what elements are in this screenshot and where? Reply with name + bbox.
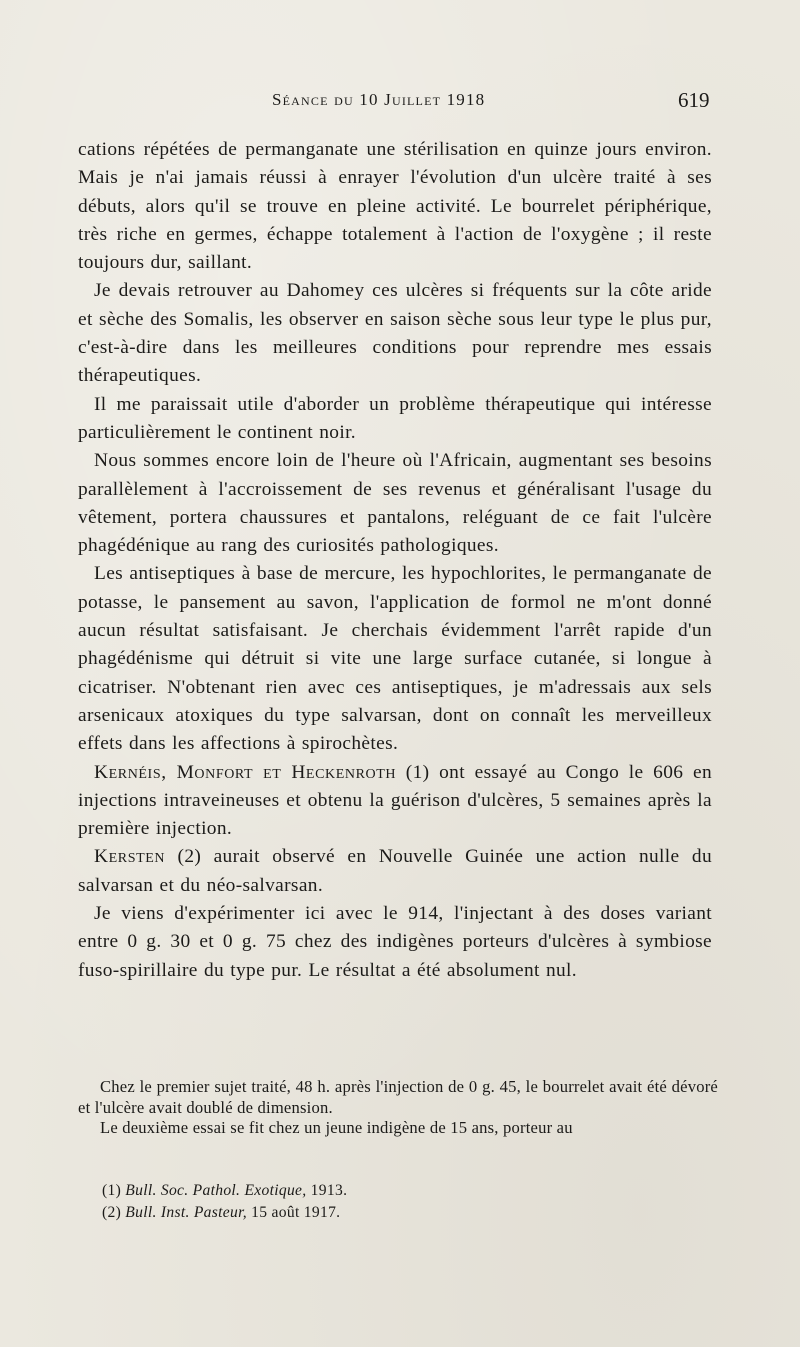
footnote-1 (102, 1180, 662, 1202)
note-first-subject: Chez le premier sujet traité, 48 h. après l'injection de 0 g. 45, le bourrelet avait été dévoré et l'ulcère avait doublé de dimension. (78, 1077, 718, 1117)
footnotes (102, 1180, 662, 1224)
page-number: 619 (678, 88, 710, 112)
paragraph-congo-606-text: (1) ont essayé au Congo le 606 en injections intraveineuses et obtenu la guérison d'ulcères, 5 semaines après la première injection. (78, 761, 712, 840)
main-text (78, 136, 712, 985)
case-notes (78, 1077, 718, 1139)
paragraph-914: Je viens d'expérimenter ici avec le 914, l'injectant à des doses variant entre 0 g. 30 et 0 g. 75 chez des indigènes porteurs d'ulcères à symbiose fuso-spirillaire du type pur. Le résultat a été absolument nul. (78, 903, 712, 981)
author-kersten: Kersten (94, 846, 166, 868)
footnote-2-date: 15 août 1917. (246, 1204, 341, 1221)
paragraph-congo-606 (78, 759, 712, 844)
footnote-1-number: (1) (102, 1182, 126, 1199)
page-header (0, 86, 800, 116)
paragraph-antiseptics: Les antiseptiques à base de mercure, les hypochlorites, le permanganate de potasse, le pansement au savon, l'application de formol ne m'ont donné aucun résultat satisfaisant. Je cherchais évidemment l'arrêt rapide d'un phagédénisme qui détruit si vite une large surface cutanée, si longue à cicatriser. N'obtenant rien avec ces antiseptiques, je m'adressais aux sels arsenicaux atoxiques du type salvarsan, dont on connaît les merveilleux effets dans les affections à spirochètes. (78, 563, 712, 755)
paragraph-continuation: cations répétées de permanganate une stérilisation en quinze jours environ. Mais je n'ai jamais réussi à enrayer l'évolution d'un ulcère traité à ses débuts, alors qu'il se trouve en pleine activité. Le bourrelet périphérique, très riche en germes, échappe totalement à l'action de l'oxygène ; il reste toujours dur, saillant. (78, 139, 712, 274)
footnote-2-title: Bull. Inst. Pasteur, (125, 1204, 247, 1221)
paragraph-dahomey: Je devais retrouver au Dahomey ces ulcères si fréquents sur la côte aride et sèche des Somalis, les observer en saison sèche sous leur type le plus pur, c'est-à-dire dans les meilleures conditions pour reprendre mes essais thérapeutiques. (78, 280, 712, 387)
footnote-2-number: (2) (102, 1204, 126, 1221)
running-head: Séance du 10 Juillet 1918 (272, 90, 486, 109)
footnote-2 (102, 1202, 662, 1224)
paragraph-kersten-text: (2) aurait observé en Nouvelle Guinée une action nulle du salvarsan et du néo-salvarsan. (78, 846, 712, 896)
note-second-trial: Le deuxième essai se fit chez un jeune indigène de 15 ans, porteur au (100, 1118, 573, 1137)
paragraph-african: Nous sommes encore loin de l'heure où l'Africain, augmentant ses besoins parallèlement à l'accroissement de ses revenus et généralisant l'usage du vêtement, portera chaussures et pantalons, reléguant de ce fait l'ulcère phagédénique au rang des curiosités pathologiques. (78, 450, 712, 557)
footnote-1-year: 1913. (306, 1182, 348, 1199)
authors-kerneis: Kernéis, Monfort et Heckenroth (94, 761, 397, 783)
paragraph-therapeutic-problem: Il me paraissait utile d'aborder un problème thérapeutique qui intéresse particulièrement le continent noir. (78, 393, 712, 443)
paragraph-kersten (78, 843, 712, 900)
footnote-1-title: Bull. Soc. Pathol. Exotique, (125, 1182, 307, 1199)
